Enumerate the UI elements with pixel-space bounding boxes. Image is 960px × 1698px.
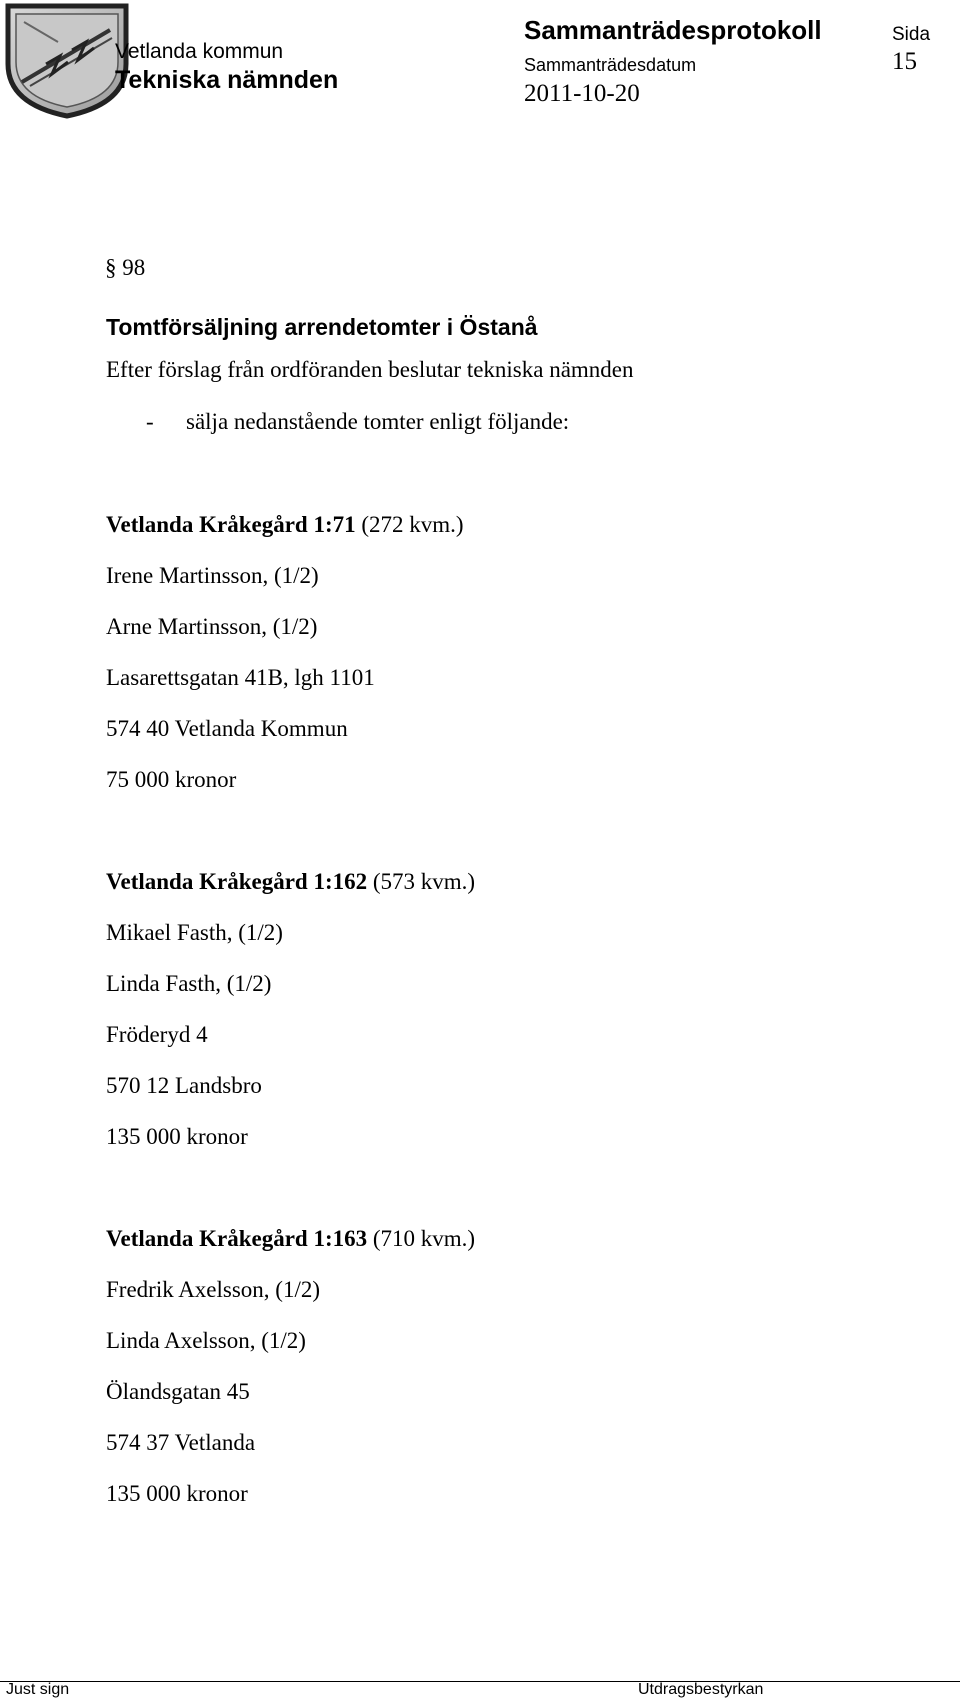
lot-block xyxy=(106,511,464,817)
lot-line: Linda Fasth, (1/2) xyxy=(106,971,272,996)
lot-title xyxy=(106,868,475,919)
meeting-date-label: Sammanträdesdatum xyxy=(524,55,697,75)
paragraph-number: § 98 xyxy=(105,255,146,280)
lot-property: Vetlanda Kråkegård 1:162 xyxy=(106,869,368,894)
lot-area: (710 kvm.) xyxy=(372,1226,476,1251)
lot-line: Mikael Fasth, (1/2) xyxy=(106,920,283,945)
lot-title xyxy=(106,1225,475,1276)
lot-line: 574 40 Vetlanda Kommun xyxy=(106,716,348,741)
lot-line: Fröderyd 4 xyxy=(106,1022,208,1047)
lot-line: Fredrik Axelsson, (1/2) xyxy=(106,1277,321,1302)
bullet-dash: - xyxy=(146,409,154,434)
meeting-date: 2011-10-20 xyxy=(524,80,640,107)
lot-area: (272 kvm.) xyxy=(361,512,464,537)
lot-line: Arne Martinsson, (1/2) xyxy=(106,614,318,639)
department-name: Tekniska nämnden xyxy=(115,66,339,94)
coat-of-arms-icon xyxy=(2,2,130,120)
extract-certification-label: Utdragsbestyrkan xyxy=(638,1681,764,1698)
footer-divider xyxy=(0,1681,960,1682)
lot-property: Vetlanda Kråkegård 1:163 xyxy=(106,1226,368,1251)
paragraph-heading: Tomtförsäljning arrendetomter i Östanå xyxy=(106,314,538,340)
lot-block xyxy=(106,1225,475,1531)
lot-price: 135 000 kronor xyxy=(106,1481,248,1506)
bullet-text: sälja nedanstående tomter enligt följande: xyxy=(186,409,570,434)
organization-name: Vetlanda kommun xyxy=(115,40,284,63)
signature-label: Just sign xyxy=(6,1681,70,1698)
lot-price: 75 000 kronor xyxy=(106,767,237,792)
page-number: 15 xyxy=(892,48,917,75)
lot-area: (573 kvm.) xyxy=(372,869,476,894)
lot-line: Irene Martinsson, (1/2) xyxy=(106,563,319,588)
lot-property: Vetlanda Kråkegård 1:71 xyxy=(106,512,356,537)
lot-title xyxy=(106,511,464,562)
document-type: Sammanträdesprotokoll xyxy=(524,15,822,45)
lot-block xyxy=(106,868,475,1174)
lot-line: 570 12 Landsbro xyxy=(106,1073,262,1098)
lot-line: Linda Axelsson, (1/2) xyxy=(106,1328,306,1353)
page-label: Sida xyxy=(892,24,931,45)
lot-line: Lasarettsgatan 41B, lgh 1101 xyxy=(106,665,375,690)
lot-line: 574 37 Vetlanda xyxy=(106,1430,256,1455)
lot-line: Ölandsgatan 45 xyxy=(106,1379,250,1404)
lot-price: 135 000 kronor xyxy=(106,1124,248,1149)
decision-intro: Efter förslag från ordföranden beslutar tekniska nämnden xyxy=(106,357,634,382)
